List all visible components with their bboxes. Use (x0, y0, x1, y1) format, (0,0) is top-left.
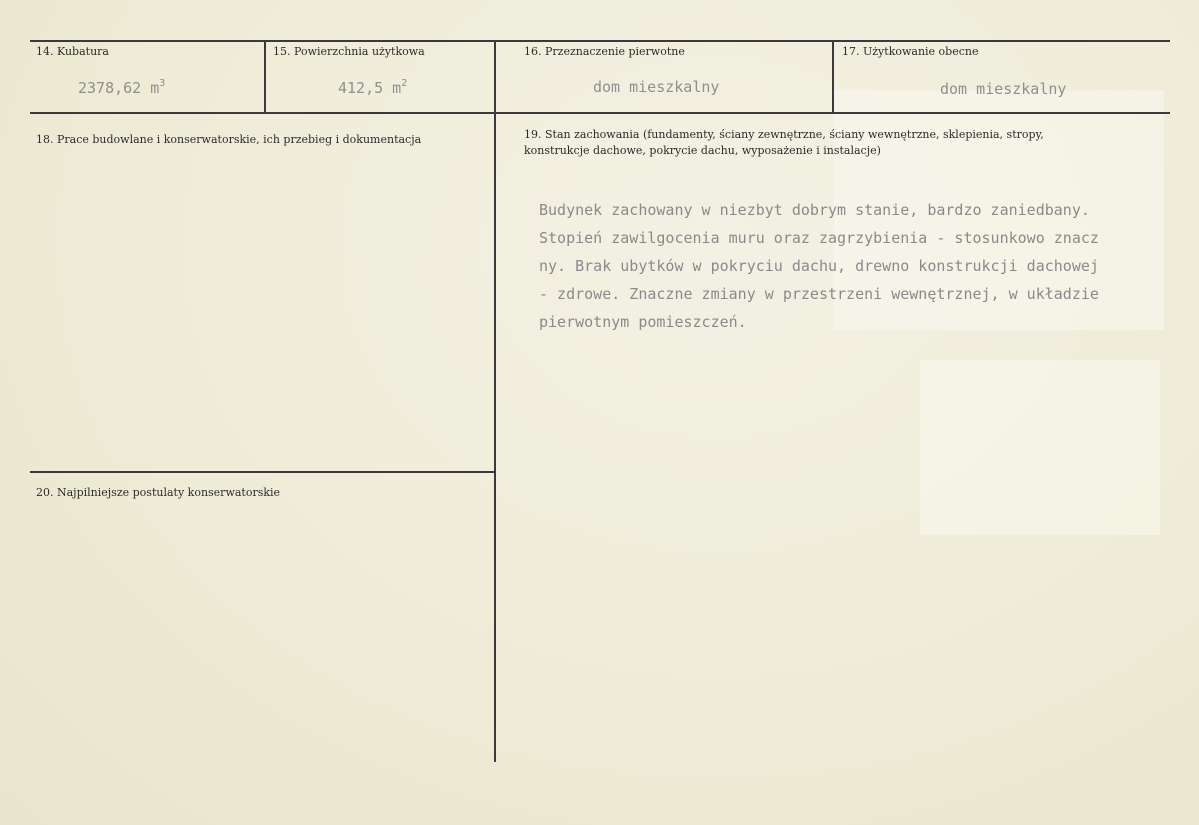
field-14-number: 2378,62 m (78, 79, 160, 97)
field-19-line: Budynek zachowany w niezbyt dobrym stanie, bardzo zaniedbany. (539, 201, 1090, 219)
section18-bottom-rule (30, 471, 495, 473)
field-15-number: 412,5 m (338, 79, 402, 97)
scan-patch (920, 360, 1160, 535)
field-15-label: 15. Powierzchnia użytkowa (273, 45, 425, 58)
field-19-line: - zdrowe. Znaczne zmiany w przestrzeni wewnętrznej, w układzie (539, 285, 1099, 303)
field-17-label: 17. Użytkowanie obecne (842, 45, 979, 58)
field-15-unit-exponent: 2 (401, 78, 408, 89)
field-14-unit-exponent: 3 (159, 78, 166, 89)
field-19-text (539, 196, 1189, 336)
field-14-value (78, 78, 165, 97)
field-20-label: 20. Najpilniejsze postulaty konserwatorskie (36, 486, 281, 499)
col-divider-16-17 (832, 40, 834, 112)
col-divider-15-16 (494, 40, 496, 762)
field-19-line: pierwotnym pomieszczeń. (539, 313, 747, 331)
field-19-line: ny. Brak ubytków w pokryciu dachu, drewno konstrukcji dachowej (539, 257, 1099, 275)
col-divider-14-15 (264, 40, 266, 112)
field-19-label: 19. Stan zachowania (fundamenty, ściany zewnętrzne, ściany wewnętrzne, sklepienia, stropy, konstrukcje dachowe, pokrycie dachu, wyposażenie i instalacje) (524, 128, 1044, 157)
top-rule (30, 40, 1170, 42)
field-15-value (338, 78, 407, 97)
field-16-label: 16. Przeznaczenie pierwotne (524, 45, 685, 58)
field-19-line: Stopień zawilgocenia muru oraz zagrzybienia - stosunkowo znacz (539, 229, 1099, 247)
field-18-label: 18. Prace budowlane i konserwatorskie, ich przebieg i dokumentacja (36, 133, 422, 146)
field-17-value: dom mieszkalny (940, 80, 1067, 98)
row1-bottom-rule (30, 112, 1170, 114)
field-16-value: dom mieszkalny (593, 78, 720, 96)
field-14-label: 14. Kubatura (36, 45, 109, 58)
